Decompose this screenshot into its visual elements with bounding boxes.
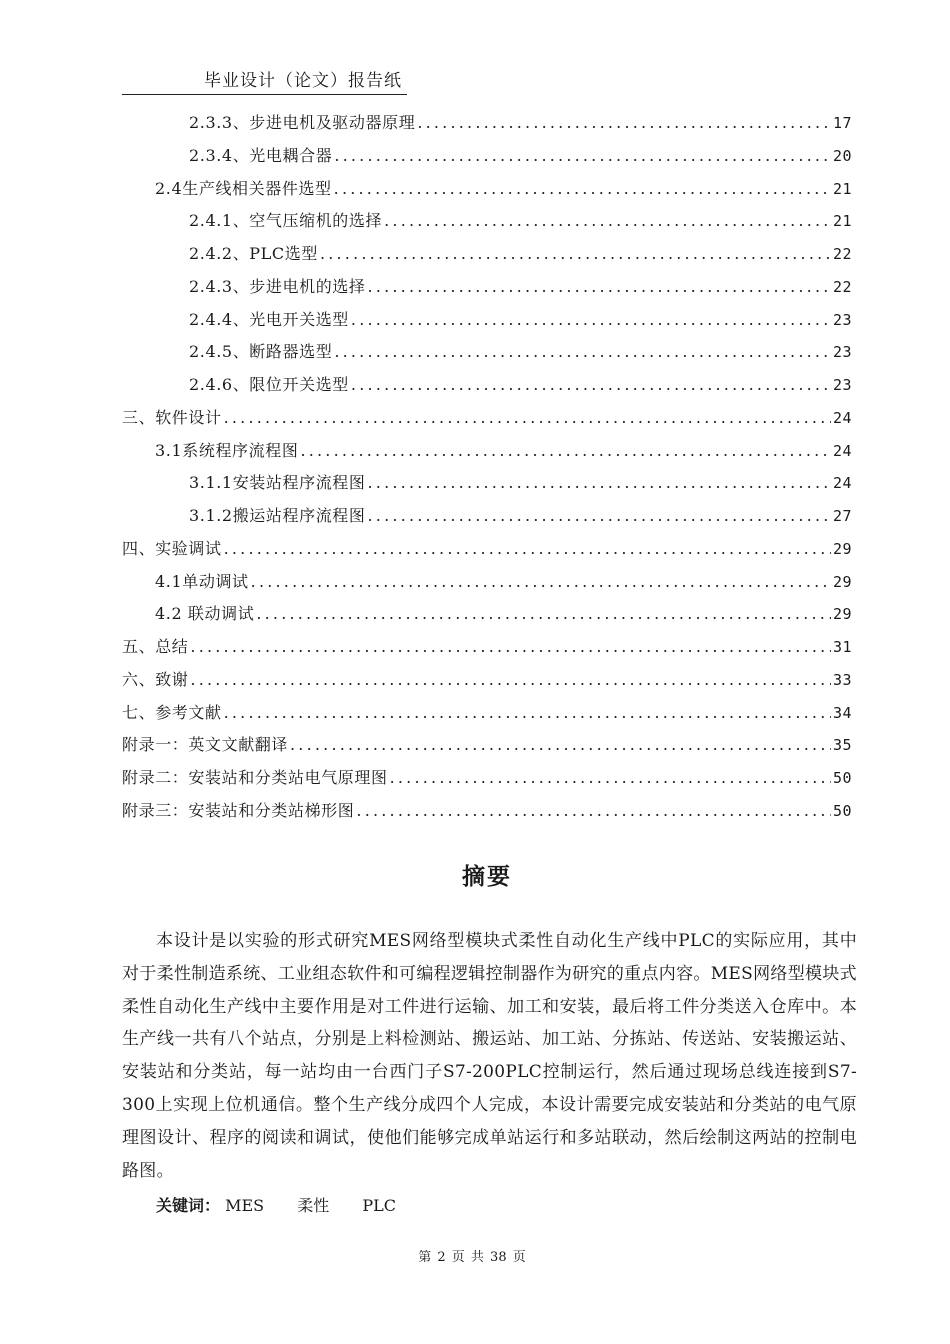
toc-leader-dots bbox=[368, 506, 831, 525]
toc-entry-page: 20 bbox=[832, 146, 852, 165]
toc-leader-dots bbox=[320, 244, 831, 263]
toc-entry[interactable] bbox=[122, 241, 852, 274]
keywords-label: 关键词： bbox=[156, 1196, 221, 1215]
header-title: 毕业设计（论文）报告纸 bbox=[204, 71, 402, 91]
toc-entry-page: 27 bbox=[832, 507, 852, 525]
toc-leader-dots bbox=[290, 735, 831, 754]
toc-entry[interactable] bbox=[122, 732, 852, 765]
keyword: PLC bbox=[362, 1196, 396, 1215]
toc-entry-page: 23 bbox=[832, 376, 852, 394]
toc-entry-page: 22 bbox=[832, 277, 852, 296]
toc-leader-dots bbox=[300, 441, 830, 460]
toc-entry-title: 三、软件设计 bbox=[122, 407, 222, 427]
toc-entry[interactable] bbox=[122, 438, 852, 471]
toc-entry-title: 2.3.3、步进电机及驱动器原理 bbox=[189, 113, 416, 132]
toc-leader-dots bbox=[417, 113, 831, 132]
toc-entry-page: 24 bbox=[832, 474, 852, 493]
toc-entry-title: 2.4.2、PLC选型 bbox=[189, 244, 318, 263]
keywords-line bbox=[156, 1191, 396, 1221]
toc-entry-title: 2.4.6、限位开关选型 bbox=[189, 375, 349, 394]
toc-leader-dots bbox=[368, 473, 831, 492]
toc-leader-dots bbox=[251, 572, 831, 591]
toc-entry-page: 21 bbox=[832, 212, 852, 231]
toc-entry-title: 2.3.4、光电耦合器 bbox=[189, 145, 333, 165]
toc-entry-title: 附录二：安装站和分类站电气原理图 bbox=[122, 768, 388, 787]
toc-leader-dots bbox=[334, 342, 831, 361]
toc-entry[interactable] bbox=[122, 503, 852, 536]
toc-entry[interactable] bbox=[122, 667, 852, 700]
toc-entry[interactable] bbox=[122, 339, 852, 372]
toc-entry-title: 六、致谢 bbox=[122, 669, 189, 689]
toc-entry[interactable] bbox=[122, 601, 852, 634]
toc-entry-title: 3.1系统程序流程图 bbox=[155, 440, 299, 460]
toc-entry-title: 2.4.1、空气压缩机的选择 bbox=[189, 211, 383, 231]
toc-entry-page: 34 bbox=[832, 703, 852, 722]
toc-entry[interactable] bbox=[122, 765, 852, 798]
toc-entry-page: 22 bbox=[832, 245, 852, 263]
toc-leader-dots bbox=[334, 179, 831, 198]
toc-entry-page: 50 bbox=[832, 801, 852, 820]
toc-leader-dots bbox=[356, 801, 831, 820]
toc-entry[interactable] bbox=[122, 143, 852, 176]
toc-entry[interactable] bbox=[122, 569, 852, 602]
toc-entry[interactable] bbox=[122, 700, 852, 733]
table-of-contents bbox=[122, 110, 852, 831]
toc-leader-dots bbox=[351, 310, 831, 329]
toc-entry-page: 33 bbox=[832, 670, 852, 689]
toc-entry-title: 2.4.5、断路器选型 bbox=[189, 342, 333, 362]
toc-leader-dots bbox=[390, 768, 831, 787]
toc-entry-page: 21 bbox=[832, 179, 852, 198]
toc-entry[interactable] bbox=[122, 470, 852, 503]
toc-leader-dots bbox=[190, 637, 831, 656]
toc-entry-title: 4.2 联动调试 bbox=[155, 604, 255, 624]
toc-leader-dots bbox=[351, 375, 831, 394]
toc-entry-title: 四、实验调试 bbox=[122, 538, 222, 558]
toc-leader-dots bbox=[224, 408, 831, 427]
keyword: 柔性 bbox=[297, 1196, 330, 1215]
toc-entry-title: 3.1.2搬运站程序流程图 bbox=[189, 506, 366, 525]
toc-entry-page: 29 bbox=[832, 605, 852, 624]
toc-entry[interactable] bbox=[122, 307, 852, 340]
toc-entry-page: 29 bbox=[832, 539, 852, 558]
page-footer: 第 2 页 共 38 页 bbox=[418, 1250, 526, 1265]
toc-entry-title: 4.1单动调试 bbox=[155, 571, 249, 591]
toc-entry-page: 35 bbox=[832, 736, 852, 755]
toc-entry-page: 24 bbox=[832, 441, 852, 460]
toc-entry-title: 2.4.3、步进电机的选择 bbox=[189, 276, 366, 296]
toc-entry[interactable] bbox=[122, 208, 852, 241]
toc-entry[interactable] bbox=[122, 176, 852, 209]
page-header bbox=[122, 68, 407, 95]
toc-entry-page: 50 bbox=[832, 769, 852, 787]
toc-entry-title: 五、总结 bbox=[122, 637, 189, 656]
toc-leader-dots bbox=[368, 277, 831, 296]
toc-entry-page: 29 bbox=[832, 572, 852, 591]
toc-entry-title: 2.4生产线相关器件选型 bbox=[155, 178, 332, 198]
toc-leader-dots bbox=[384, 211, 831, 230]
toc-entry[interactable] bbox=[122, 634, 852, 667]
abstract-body: 本设计是以实验的形式研究MES网络型模块式柔性自动化生产线中PLC的实际应用，其中对于柔性制造系统、工业组态软件和可编程逻辑控制器作为研究的重点内容。MES网络型模块式柔性自动化生产线中主要作用是对工件进行运输、加工和安装，最后将工件分类送入仓库中。本生产线一共有八个站点，分别是上料检测站、搬运站、加工站、分拣站、传送站、安装搬运站、安装站和分类站，每一站均由一台西门子S7-200PLC控制运行，然后通过现场总线连接到S7-300上实现上位机通信。整个生产线分成四个人完成，本设计需要完成安装站和分类站的电气原理图设计、程序的阅读和调试，使他们能够完成单站运行和多站联动，然后绘制这两站的控制电路图。 bbox=[122, 931, 857, 1181]
toc-entry-title: 附录三：安装站和分类站梯形图 bbox=[122, 800, 355, 820]
toc-leader-dots bbox=[224, 703, 831, 722]
toc-entry[interactable] bbox=[122, 405, 852, 438]
toc-entry-title: 2.4.4、光电开关选型 bbox=[189, 309, 349, 329]
toc-entry-title: 七、参考文献 bbox=[122, 702, 222, 722]
toc-entry-page: 31 bbox=[832, 638, 852, 656]
toc-entry[interactable] bbox=[122, 536, 852, 569]
toc-entry[interactable] bbox=[122, 798, 852, 831]
toc-leader-dots bbox=[224, 539, 831, 558]
toc-leader-dots bbox=[190, 670, 831, 689]
abstract-title: 摘要 bbox=[462, 864, 512, 890]
toc-entry[interactable] bbox=[122, 274, 852, 307]
toc-entry-page: 24 bbox=[832, 408, 852, 427]
toc-entry-page: 17 bbox=[832, 114, 852, 132]
toc-entry[interactable] bbox=[122, 372, 852, 405]
toc-entry-title: 3.1.1安装站程序流程图 bbox=[189, 473, 366, 493]
toc-leader-dots bbox=[256, 604, 831, 623]
keyword: MES bbox=[225, 1196, 265, 1215]
toc-leader-dots bbox=[334, 146, 831, 165]
toc-entry-page: 23 bbox=[832, 343, 852, 362]
toc-entry-title: 附录一：英文文献翻译 bbox=[122, 735, 289, 755]
toc-entry[interactable] bbox=[122, 110, 852, 143]
toc-entry-page: 23 bbox=[832, 310, 852, 329]
